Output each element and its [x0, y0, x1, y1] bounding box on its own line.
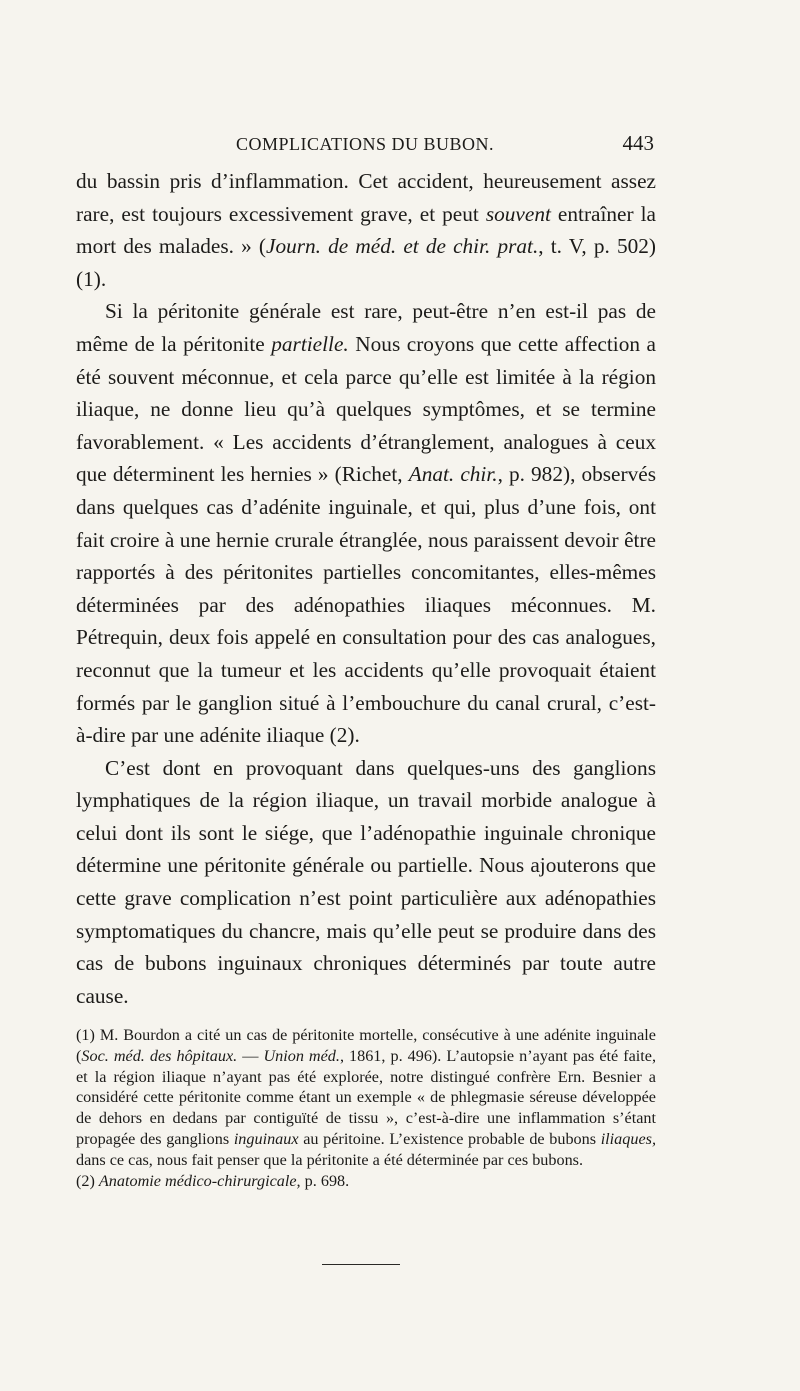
footnotes	[76, 1025, 656, 1191]
footnote-1-italic-inguinaux: inguinaux	[233, 1129, 299, 1148]
paragraph-3: C’est dont en provoquant dans quelques-uns des ganglions lymphatiques de la région iliaque, un travail morbide analogue à celui dont ils sont le siége, que l’adénopathie inguinale chronique détermine une péritonite générale ou partielle. Nous ajouterons que cette grave complication n’est point particulière aux adénopathies symptomatiques du chancre, mais qu’elle peut se produire dans des cas de bubons inguinaux chroniques déterminés par toute autre cause.	[76, 755, 656, 1008]
paragraph-2-text-c: Nous croyons que cette affection a été souvent méconnue, et cela parce qu’elle est limitée à la région iliaque, ne donne lieu qu’à quelques symptômes, et se termine favorablement. « Les accidents d’étranglement, analogues à ceux que déterminent les hernies » (Richet,	[76, 331, 656, 487]
footnote-2-citation: Anatomie médico-chirurgicale,	[98, 1171, 301, 1190]
footnote-1-citation-union-med: Union méd.	[263, 1046, 340, 1065]
footnote-1-citation-soc-med: Soc. méd. des hôpitaux.	[81, 1046, 238, 1065]
running-title: COMPLICATIONS DU BUBON.	[235, 134, 495, 154]
footnote-1-text-i: dans ce cas, nous fait penser que la péritonite a été déterminée par ces bubons.	[76, 1150, 584, 1169]
footnote-end-rule	[322, 1264, 400, 1265]
paragraph-1-text-c: entraîner la mort des malades. » (	[76, 201, 656, 259]
body-text	[76, 165, 656, 1012]
footnote-1-text-a: (1) M. Bourdon a cité un cas de péritonite mortelle, consécutive à une adénite inguinale (	[76, 1026, 656, 1065]
paragraph-1-citation-journal: Journ. de méd. et de chir. prat.	[266, 234, 539, 259]
paragraph-2-italic-partielle: partielle.	[271, 331, 349, 356]
paragraph-1-text-a: du bassin pris d’inflammation. Cet accident, heureusement assez rare, est toujours excessivement grave, et peut	[76, 169, 656, 226]
footnote-1-text-e: , 1861, p. 496). L’autopsie n’ayant pas été faite, et la région iliaque n’ayant pas été explorée, notre distingué confrère Ern. Besnier a considéré cette péritonite comme étant un exemple « de phlegmasie séreuse développée de dehors en dedans par contiguïté de tissu », c’est-à-dire une inflammation s’étant propagée des ganglions	[76, 1046, 657, 1148]
paragraph-1	[76, 165, 656, 295]
footnote-1-text-g: au péritoine. L’existence probable de bubons	[298, 1129, 601, 1148]
paragraph-1-italic-souvent: souvent	[485, 201, 551, 226]
paragraph-2-citation-anat-chir: Anat. chir.	[408, 462, 498, 487]
footnote-1-italic-iliaques: iliaques,	[600, 1129, 656, 1148]
running-head	[76, 131, 654, 164]
footnote-2-number: (2)	[76, 1171, 99, 1190]
page-number: 443	[622, 131, 654, 155]
paragraph-2	[76, 295, 656, 751]
footnote-1-dash: —	[237, 1046, 264, 1065]
paragraph-1-text-e: , t. V, p. 502) (1).	[76, 234, 656, 291]
footnote-2-page: p. 698.	[300, 1171, 350, 1190]
footnote-2	[76, 1171, 656, 1192]
paragraph-2-text-a: Si la péritonite générale est rare, peut-être n’en est-il pas de même de la péritonite	[76, 299, 656, 356]
footnote-1	[76, 1025, 656, 1171]
paragraph-2-text-e: , p. 982), observés dans quelques cas d’adénite inguinale, et qui, plus d’une fois, ont fait croire à une hernie crurale étranglée, nous paraissent devoir être rapportés à des péritonites partielles concomitantes, elles-mêmes déterminées par des adénopathies iliaques méconnues. M. Pétrequin, deux fois appelé en consultation pour des cas analogues, reconnut que la tumeur et les accidents qu’elle provoquait étaient formés par le ganglion situé à l’embouchure du canal crural, c’est-à-dire par une adénite iliaque (2).	[76, 462, 656, 748]
